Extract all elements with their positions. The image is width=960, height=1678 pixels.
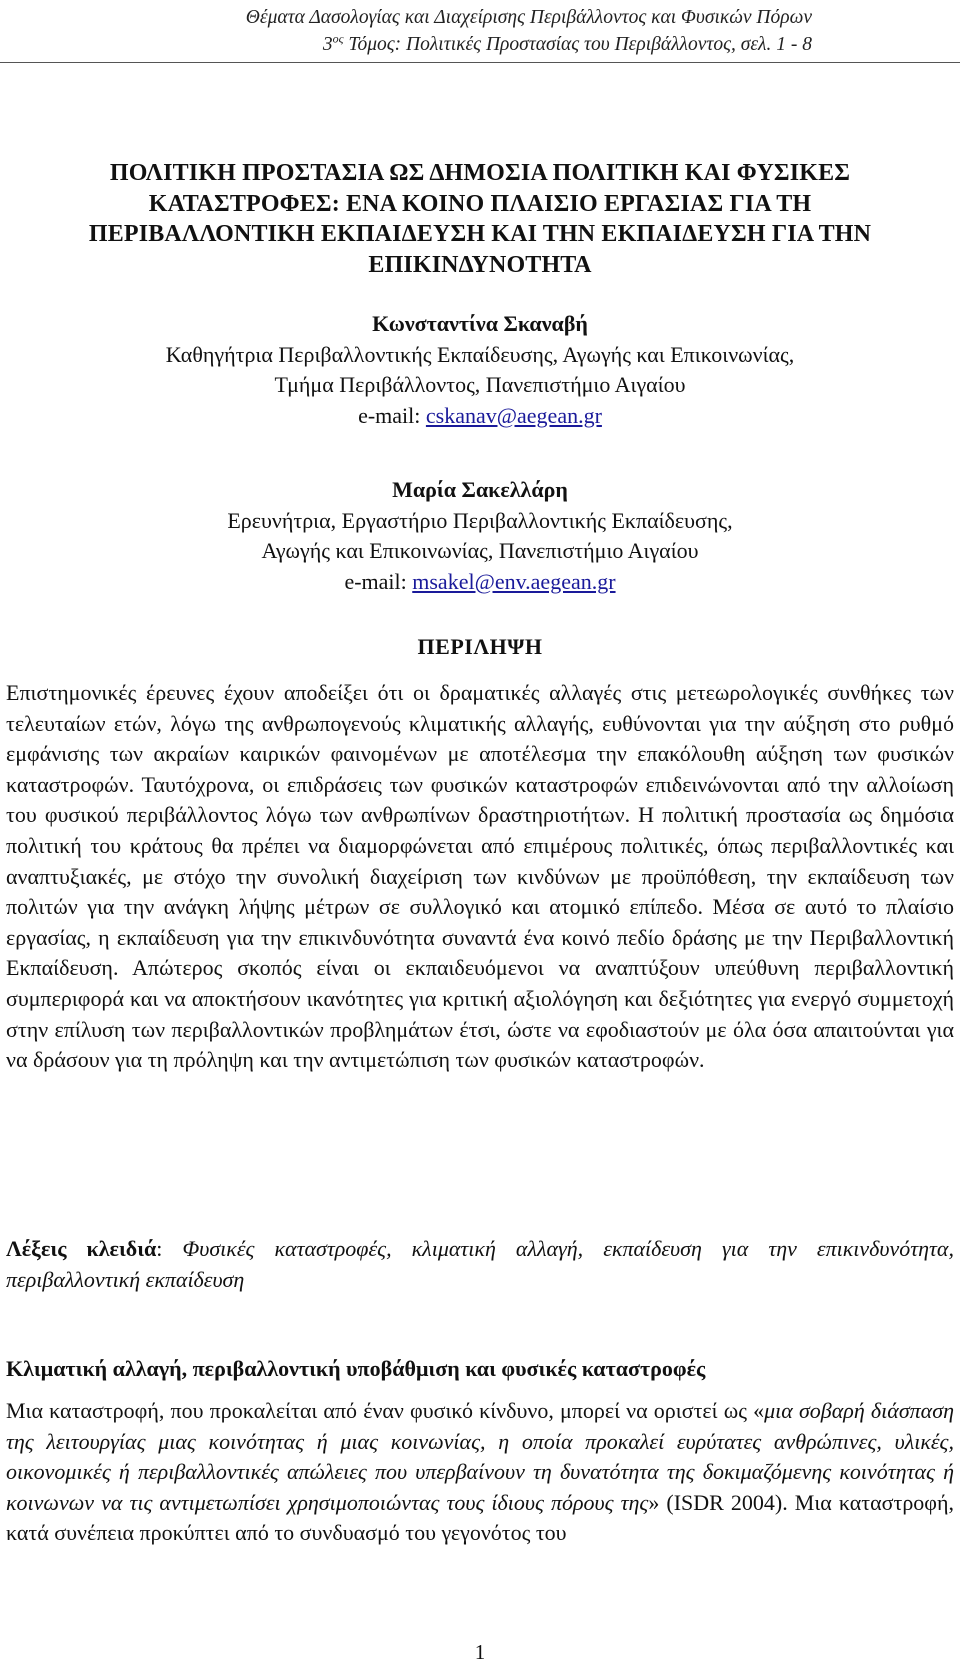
author-block bbox=[40, 475, 920, 597]
volume-ordinal: ος bbox=[332, 31, 344, 46]
email-label: e-mail: bbox=[358, 402, 426, 428]
keywords-list: Φυσικές καταστροφές, κλιματική αλλαγή, εκπαίδευση για την επικινδυνότητα, περιβαλλοντική εκπαίδευση bbox=[6, 1236, 954, 1292]
journal-title: Θέματα Δασολογίας και Διαχείρισης Περιβάλλοντος και Φυσικών Πόρων bbox=[245, 7, 812, 28]
section-paragraph bbox=[6, 1396, 954, 1549]
abstract-heading: ΠΕΡΙΛΗΨΗ bbox=[417, 634, 543, 659]
author-block bbox=[40, 309, 920, 431]
volume-number: 3 bbox=[322, 34, 333, 55]
paragraph-text: Μια καταστροφή, που προκαλείται από έναν φυσικό κίνδυνο, μπορεί να οριστεί ως « bbox=[6, 1398, 765, 1423]
abstract-text: Επιστημονικές έρευνες έχουν αποδείξει ότι οι δραματικές αλλαγές στις μετεωρολογικές συνθήκες των τελευταίων ετών, λόγω της ανθρωπογενούς κλιματικής αλλαγής, ευθύνονται για την αύξηση στο ρυθμό εμφάνισης των ακραίων καιρικών φαινομένων με αποτέλεσμα την επακόλουθη αύξηση των φυσικών καταστροφών. Ταυτόχρονα, οι επιδράσεις των φυσικών καταστροφών επιδεινώνονται από την αλλοίωση του φυσικού περιβάλλοντος λόγω των ανθρωπίνων δραστηριοτήτων. Η πολιτική προστασία ως δημόσια πολιτική του κράτους θα πρέπει να διαμορφώνεται από επιμέρους πολιτικές, όπως περιβαλλοντικές και αναπτυξιακές, με στόχο την συνολική διαχείριση των κινδύνων με προϋπόθεση, την εκπαίδευση των πολιτών για την ανάγκη λήψης μέτρων σε συλλογικό και ατομικό επίπεδο. Μέσα σε αυτό το πλαίσιο εργασίας, η εκπαίδευση για την επικινδυνότητα συναντά ένα κοινό πεδίο δράσης με την Περιβαλλοντική Εκπαίδευση. Απώτερος σκοπός είναι οι εκπαιδευόμενοι να αναπτύξουν υπεύθυνη περιβαλλοντική συμπεριφορά και να αποκτήσουν ικανότητες για κριτική αξιολόγηση και δεξιότητες για ενεργό συμμετοχή στην επίλυση των περιβαλλοντικών προβλημάτων έτσι, ώστε να εφοδιαστούν με όλα όσα απαιτούνται για να δράσουν για τη πρόληψη και την αντιμετώπιση των φυσικών καταστροφών. bbox=[6, 680, 954, 1073]
author-email-link[interactable]: cskanav@aegean.gr bbox=[425, 402, 602, 428]
keywords bbox=[6, 1233, 954, 1295]
email-label: e-mail: bbox=[344, 568, 413, 594]
header-divider bbox=[0, 62, 960, 63]
page-title bbox=[30, 158, 930, 280]
volume-info bbox=[0, 31, 812, 58]
title-line: ΕΠΙΚΙΝΔΥΝΟΤΗΤΑ bbox=[368, 251, 592, 278]
author-name: Κωνσταντίνα Σκαναβή bbox=[372, 311, 588, 336]
title-line: ΚΑΤΑΣΤΡΟΦΕΣ: ΕΝΑ ΚΟΙΝΟ ΠΛΑΙΣΙΟ ΕΡΓΑΣΙΑΣ ΓΙΑ ΤΗ bbox=[148, 190, 812, 217]
volume-pages: Τόμος: Πολιτικές Προστασίας του Περιβάλλοντος, σελ. 1 - 8 bbox=[343, 34, 812, 55]
author-name: Μαρία Σακελλάρη bbox=[392, 477, 568, 502]
author-affiliation: Ερευνήτρια, Εργαστήριο Περιβαλλοντικής Εκπαίδευσης, bbox=[227, 507, 733, 533]
section-heading: Κλιματική αλλαγή, περιβαλλοντική υποβάθμιση και φυσικές καταστροφές bbox=[6, 1356, 706, 1381]
author-email-line bbox=[40, 401, 920, 432]
keywords-label: Λέξεις κλειδιά bbox=[6, 1236, 157, 1261]
author-affiliation: Αγωγής και Επικοινωνίας, Πανεπιστήμιο Αιγαίου bbox=[261, 538, 699, 563]
definition-quote: μια σοβαρή διάσπαση της λειτουργίας μιας κοινότητας ή μιας κοινωνίας, η οποία προκαλεί ευρύτατες ανθρώπινες, υλικές, οικονομικές ή περιβαλλοντικές απώλειες που υπερβαίνουν τη δυνατότητα της δοκιμαζόμενης κοινότητας ή κοινωνων να τις αντιμετωπίσει χρησιμοποιώντας τους ίδιους πόρους της bbox=[6, 1398, 954, 1515]
author-email-link[interactable]: msakel@env.aegean.gr bbox=[412, 568, 616, 594]
page-number: 1 bbox=[474, 1640, 486, 1664]
paragraph-text: » (ISDR 2004). Μια καταστροφή, κατά συνέπεια προκύπτει από το συνδυασμό του γεγονότος του bbox=[6, 1489, 954, 1545]
title-line: ΠΟΛΙΤΙΚΗ ΠΡΟΣΤΑΣΙΑ ΩΣ ΔΗΜΟΣΙΑ ΠΟΛΙΤΙΚΗ ΚΑΙ ΦΥΣΙΚΕΣ bbox=[109, 160, 851, 186]
author-affiliation: Τμήμα Περιβάλλοντος, Πανεπιστήμιο Αιγαίου bbox=[274, 372, 686, 397]
keywords-colon: : bbox=[156, 1236, 183, 1261]
running-head bbox=[0, 4, 960, 58]
author-email-line bbox=[40, 567, 920, 598]
title-line: ΠΕΡΙΒΑΛΛΟΝΤΙΚΗ ΕΚΠΑΙΔΕΥΣΗ ΚΑΙ ΤΗΝ ΕΚΠΑΙΔΕΥΣΗ ΓΙΑ ΤΗΝ bbox=[88, 221, 872, 247]
author-affiliation: Καθηγήτρια Περιβαλλοντικής Εκπαίδευσης, Αγωγής και Επικοινωνίας, bbox=[165, 341, 795, 367]
